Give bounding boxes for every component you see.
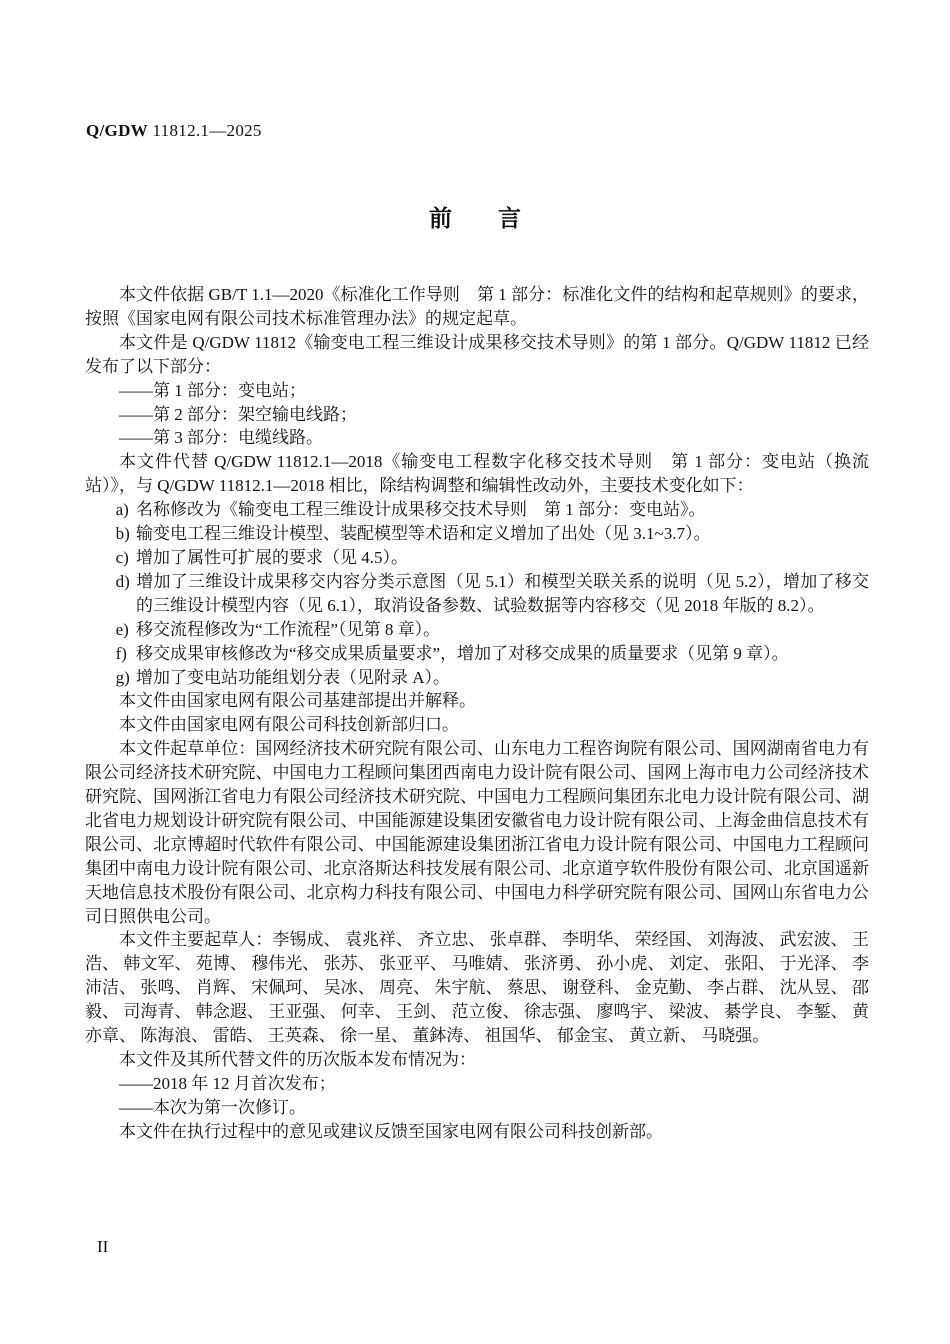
- list-item-text: 增加了三维设计成果移交内容分类示意图（见 5.1）和模型关联关系的说明（见 5.2），增加了移交的三维设计模型内容（见 6.1），取消设备参数、试验数据等内容移交（见 2018 年版的 8.2）。: [136, 571, 869, 615]
- list-item-b: [85, 522, 869, 546]
- foreword-body: [85, 283, 869, 1144]
- dash-item-revision: ——本次为第一次修订。: [119, 1097, 306, 1117]
- paragraph-version-history-intro: 本文件及其所代替文件的历次版本发布情况为：: [119, 1050, 476, 1069]
- list-item-text: 增加了属性可扩展的要求（见 4.5）。: [136, 547, 408, 567]
- list-item-text: 输变电工程三维设计模型、装配模型等术语和定义增加了出处（见 3.1~3.7）。: [136, 524, 711, 544]
- paragraph-drafters: 本文件主要起草人：李锡成、 袁兆祥、 齐立忠、 张卓群、 李明华、 荣经国、 刘海波、 武宏波、 王浩、 韩文军、 苑博、 穆伟光、 张苏、 张亚平、 马唯婧、 张济勇、 孙小虎、 刘定、 张阳、 于光泽、 李沛洁、 张鸣、 肖辉、 宋佩珂、 吴冰、 周亮、 朱宇航、 蔡思、 谢登科、 金克勤、 李占群、 沈从昱、 邵毅、 司海青、 韩念遐、 王亚强、 何幸、 王剑、 范立俊、 徐志强、 廖鸣宇、 梁波、 綦学良、 李錾、 黄亦章、 陈海浪、 雷皓、 王英森、 徐一星、 董鉢涛、 祖国华、 郁金宝、 黄立新、 马晓强。: [85, 930, 869, 1046]
- list-item-label: d): [115, 571, 130, 591]
- list-item-text: 增加了变电站功能组划分表（见附录 A）。: [136, 667, 451, 687]
- list-item-a: [85, 498, 869, 522]
- paragraph-proposed-by: 本文件由国家电网有限公司基建部提出并解释。: [119, 691, 476, 711]
- list-item-c: [85, 546, 869, 570]
- page-number: II: [97, 1237, 109, 1256]
- list-item-text: 移交流程修改为“工作流程”（见第 8 章）。: [136, 619, 441, 639]
- paragraph-managed-by: 本文件由国家电网有限公司科技创新部归口。: [119, 715, 459, 735]
- dash-item-part2: ——第 2 部分：架空输电线路；: [119, 404, 357, 424]
- dash-item-part3: ——第 3 部分：电缆线路。: [119, 428, 323, 448]
- paragraph-replaces: 本文件代替 Q/GDW 11812.1—2018《输变电工程数字化移交技术导则 第 1 部分：变电站（换流站）》，与 Q/GDW 11812.1—2018 相比，除结构调整和编辑性改动外，主要技术变化如下：: [85, 452, 869, 496]
- dash-item-first-release: ——2018 年 12 月首次发布；: [119, 1073, 336, 1093]
- paragraph-drafting-organizations: 本文件起草单位：国网经济技术研究院有限公司、山东电力工程咨询院有限公司、国网湖南省电力有限公司经济技术研究院、中国电力工程顾问集团西南电力设计院有限公司、国网上海市电力公司经济技术研究院、国网浙江省电力有限公司经济技术研究院、中国电力工程顾问集团东北电力设计院有限公司、湖北省电力规划设计研究院有限公司、中国能源建设集团安徽省电力设计院有限公司、上海金曲信息技术有限公司、北京博超时代软件有限公司、中国能源建设集团浙江省电力设计院有限公司、中国电力工程顾问集团中南电力设计院有限公司、北京洛斯达科技发展有限公司、北京道亨软件股份有限公司、北京国遥新天地信息技术股份有限公司、北京构力科技有限公司、中国电力科学研究院有限公司、国网山东省电力公司日照供电公司。: [85, 739, 869, 926]
- dash-item-part1: ——第 1 部分：变电站；: [119, 380, 306, 400]
- list-item-label: c): [115, 547, 129, 567]
- list-item-label: e): [115, 619, 129, 639]
- standard-code-label: Q/GDW: [86, 121, 148, 140]
- list-item-text: 移交成果审核修改为“移交成果质量要求”，增加了对移交成果的质量要求（见第 9 章）。: [136, 643, 789, 663]
- list-item-label: a): [115, 500, 129, 520]
- list-item-f: [85, 642, 869, 666]
- paragraph-series-intro: 本文件是 Q/GDW 11812《输变电工程三维设计成果移交技术导则》的第 1 部分。Q/GDW 11812 已经发布了以下部分：: [85, 332, 869, 376]
- list-item-text: 名称修改为《输变电工程三维设计成果移交技术导则 第 1 部分：变电站》。: [136, 500, 706, 520]
- standard-number: [86, 121, 262, 141]
- list-item-label: b): [115, 524, 130, 544]
- list-item-label: f): [115, 643, 127, 663]
- standard-number-label: 11812.1—2025: [152, 121, 262, 140]
- page-title: 前 言: [429, 205, 521, 231]
- list-item-d: [85, 570, 869, 618]
- paragraph-feedback: 本文件在执行过程中的意见或建议反馈至国家电网有限公司科技创新部。: [119, 1121, 663, 1141]
- list-item-label: g): [115, 667, 130, 687]
- list-item-g: [85, 666, 869, 690]
- list-item-e: [85, 618, 869, 642]
- paragraph-basis: 本文件依据 GB/T 1.1—2020《标准化工作导则 第 1 部分：标准化文件的结构和起草规则》的要求，按照《国家电网有限公司技术标准管理办法》的规定起草。: [85, 285, 869, 328]
